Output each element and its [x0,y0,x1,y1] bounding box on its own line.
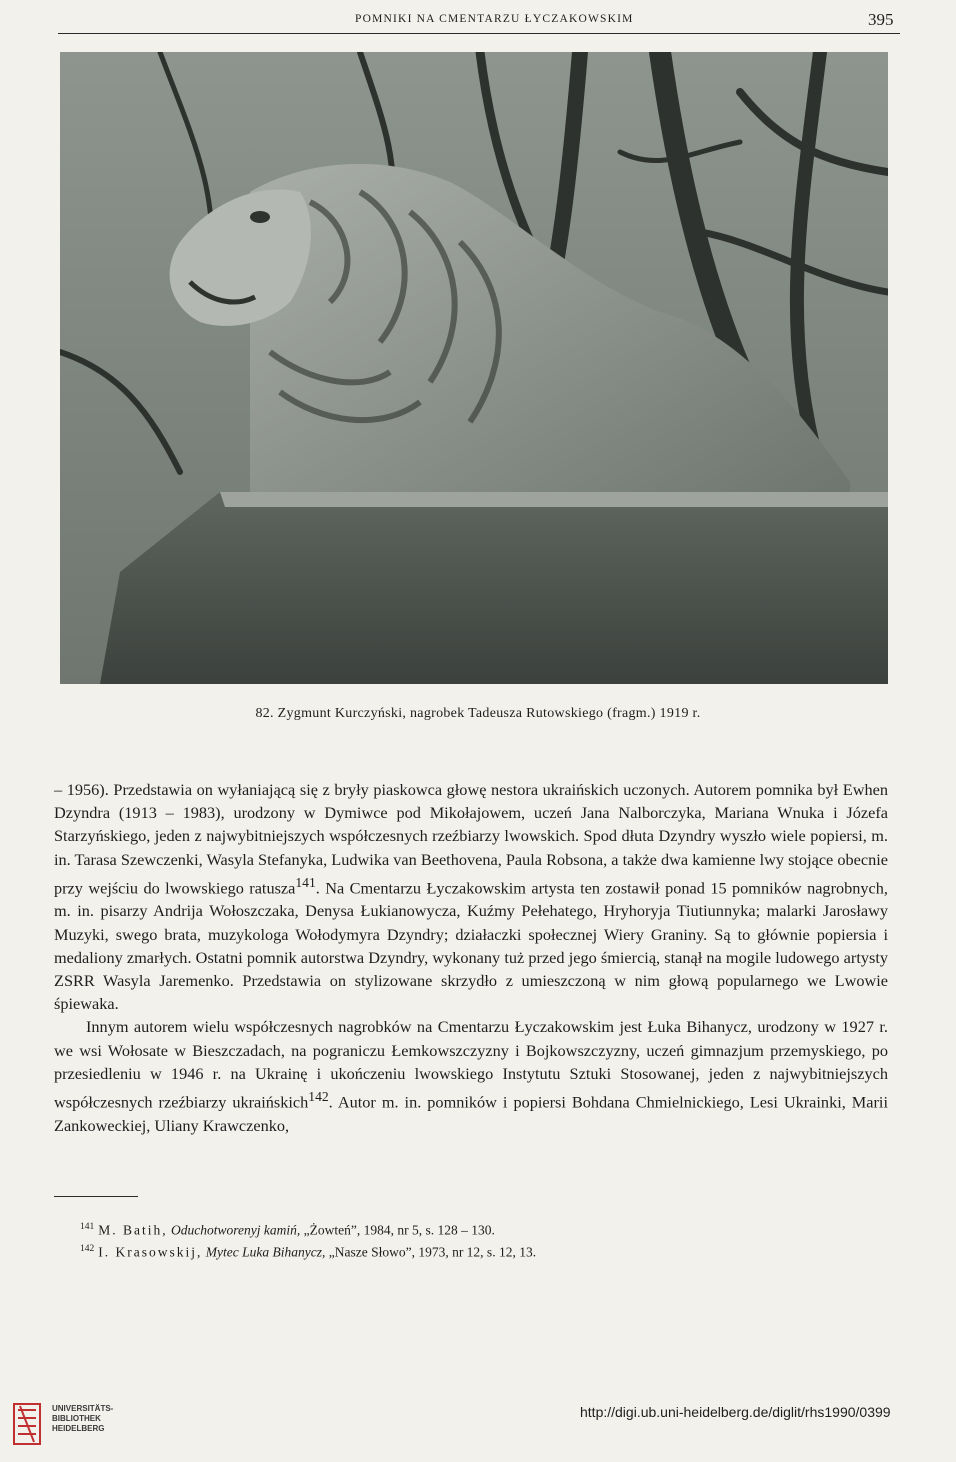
photo-lion-sculpture-icon [60,52,888,684]
header-rule [58,33,900,34]
footnote-rule [54,1196,138,1197]
paragraph-2-text-a: Innym autorem wielu współczesnych nagrobków na Cmentarzu Łyczakowskim jest Łuka Bihanycz, urodzony w 1927 r. we wsi Wołosate w Bieszczadach, na pograniczu Łemkowszczyzny i Bojkowszczyzny, uczeń gimnazjum przemyskiego, po przesiedleniu w 1946 r. na Ukrainę i ukończeniu lwowskiego Instytutu Sztuki Stosowanej, jeden z najwybitniejszych współczesnych rzeźbiarzy ukraińskich [54,1017,888,1112]
running-header-title: POMNIKI NA CMENTARZU ŁYCZAKOWSKIM [355,13,634,25]
footnote-141 [80,1218,840,1240]
footnote-number: 141 [80,1222,95,1232]
paragraph-2-text-b: . Autor m. in. pomników i popiersi Bohdana Chmielnickiego, Lesi Ukrainki, Marii Zankoweckiej, Uliany Krawczenko, [54,1092,888,1135]
footnote-ref-142: 142 [308,1089,329,1105]
footnote-142 [80,1240,840,1262]
library-emblem-icon [10,1400,44,1448]
source-url-link[interactable]: http://digi.ub.uni-heidelberg.de/diglit/rhs1990/0399 [580,1404,891,1420]
library-logo[interactable] [10,1400,180,1450]
paragraph-1 [54,778,888,1015]
footnote-source: „Nasze Słowo”, 1973, nr 12, s. 12, 13. [328,1244,537,1259]
body-text [54,778,888,1137]
logo-line-1: UNIVERSITÄTS- [52,1404,114,1413]
logo-line-2: BIBLIOTHEK [52,1414,101,1423]
figure-caption: 82. Zygmunt Kurczyński, nagrobek Tadeusza Rutowskiego (fragm.) 1919 r. [255,706,701,721]
footnote-number: 142 [80,1243,95,1254]
lion-sculpture-photo [60,52,888,684]
paragraph-2 [54,1015,888,1136]
footnote-author: I. Krasowskij, [98,1244,203,1259]
logo-line-3: HEIDELBERG [52,1424,105,1433]
paragraph-1-text-b: . Na Cmentarzu Łyczakowskim artysta ten zostawił ponad 15 pomników nagrobnych, m. in. pisarzy Andrija Wołoszczaka, Denysa Łukianowycza, Kuźmy Pełehatego, Hryhoryja Tiutiunnyka; malarki Jarosławy Muzyki, swego brata, muzykologa Wołodymyra Dzyndry; działaczki społecznej Wiery Graniny. Są to głównie popiersia i medaliony zmarłych. Ostatni pomnik autorstwa Dzyndry, wykonany tuż przed jego śmiercią, stanął na mogile ludowego artysty ZSRR Wasyla Jaremenko. Przedstawia on stylizowane skrzydło z umieszczoną w nim głową popularnego we Lwowie śpiewaka. [54,878,888,1014]
paragraph-1-text-a: – 1956). Przedstawia on wyłaniającą się z bryły piaskowca głowę nestora ukraińskich uczonych. Autorem pomnika był Ewhen Dzyndra (1913 – 1983), urodzony w Dymiwce pod Mikołajowem, uczeń Jana Nalborczyka, Mariana Wnuka i Józefa Starzyńskiego, jeden z najwybitniejszych współczesnych rzeźbiarzy lwowskich. Spod dłuta Dzyndry wyszło wiele popiersi, m. in. Tarasa Szewczenki, Wasyla Stefanyka, Ludwika van Beethovena, Paula Robsona, a także dwa kamienne lwy stojące obecnie przy wejściu do lwowskiego ratusza [54,780,888,898]
footnotes [80,1218,840,1261]
footnote-title: Oduchotworenyj kamiń, [171,1222,301,1238]
library-logo-text [52,1404,113,1434]
footnote-author: M. Batih, [98,1222,168,1238]
footnote-source: „Żowteń”, 1984, nr 5, s. 128 – 130. [303,1222,495,1238]
footnote-title: Mytec Luka Bihanycz, [205,1244,326,1259]
page-number: 395 [868,10,894,29]
footnote-ref-141: 141 [295,874,316,890]
